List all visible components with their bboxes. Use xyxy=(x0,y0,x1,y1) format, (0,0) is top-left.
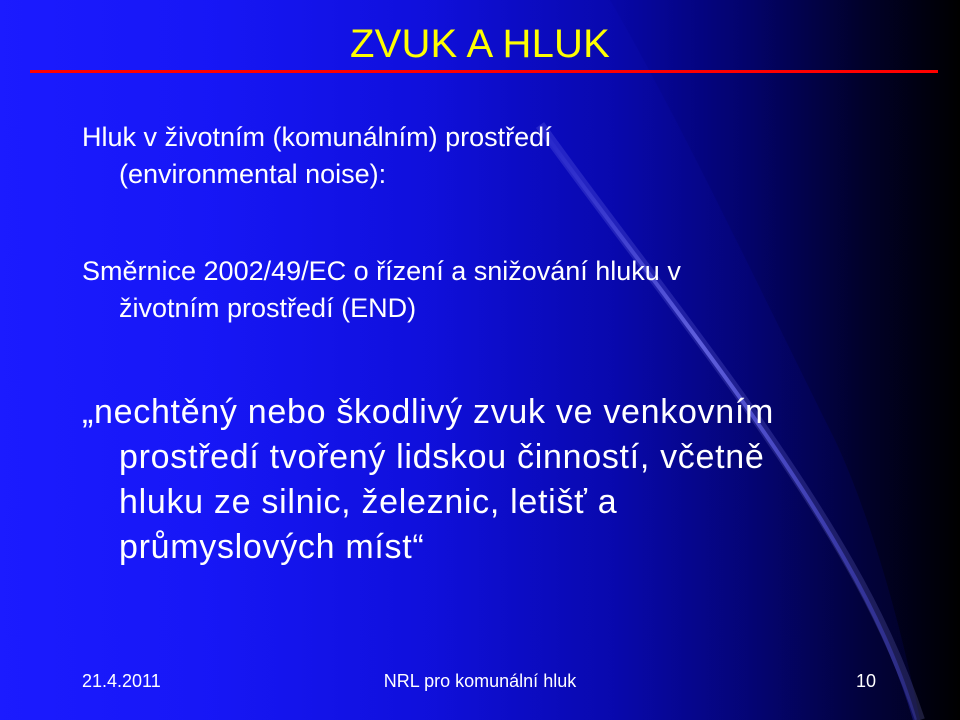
paragraph-environmental-noise xyxy=(82,119,552,193)
paragraph-definition xyxy=(82,390,774,570)
paragraph-directive-line-1: Směrnice 2002/49/EC o řízení a snižování hluku v xyxy=(82,256,681,286)
paragraph-environmental-noise-line-1: Hluk v životním (komunálním) prostředí xyxy=(82,122,552,152)
paragraph-definition-line-3: hluku ze silnic, železnic, letišť a xyxy=(119,483,618,521)
paragraph-definition-line-2: prostředí tvořený lidskou činností, včetně xyxy=(119,438,765,476)
footer-center-text: NRL pro komunální hluk xyxy=(383,671,577,691)
paragraph-definition-line-4: průmyslových míst“ xyxy=(119,528,425,566)
footer-date: 21.4.2011 xyxy=(82,671,161,691)
paragraph-environmental-noise-line-2: (environmental noise): xyxy=(119,159,387,189)
paragraph-directive-line-2: životním prostředí (END) xyxy=(119,293,417,323)
title-underline xyxy=(30,70,938,73)
slide-title: ZVUK A HLUK xyxy=(349,22,611,66)
footer-page-number: 10 xyxy=(855,671,876,691)
paragraph-directive xyxy=(82,253,681,327)
paragraph-definition-line-1: „nechtěný nebo škodlivý zvuk ve venkovním xyxy=(82,393,775,431)
